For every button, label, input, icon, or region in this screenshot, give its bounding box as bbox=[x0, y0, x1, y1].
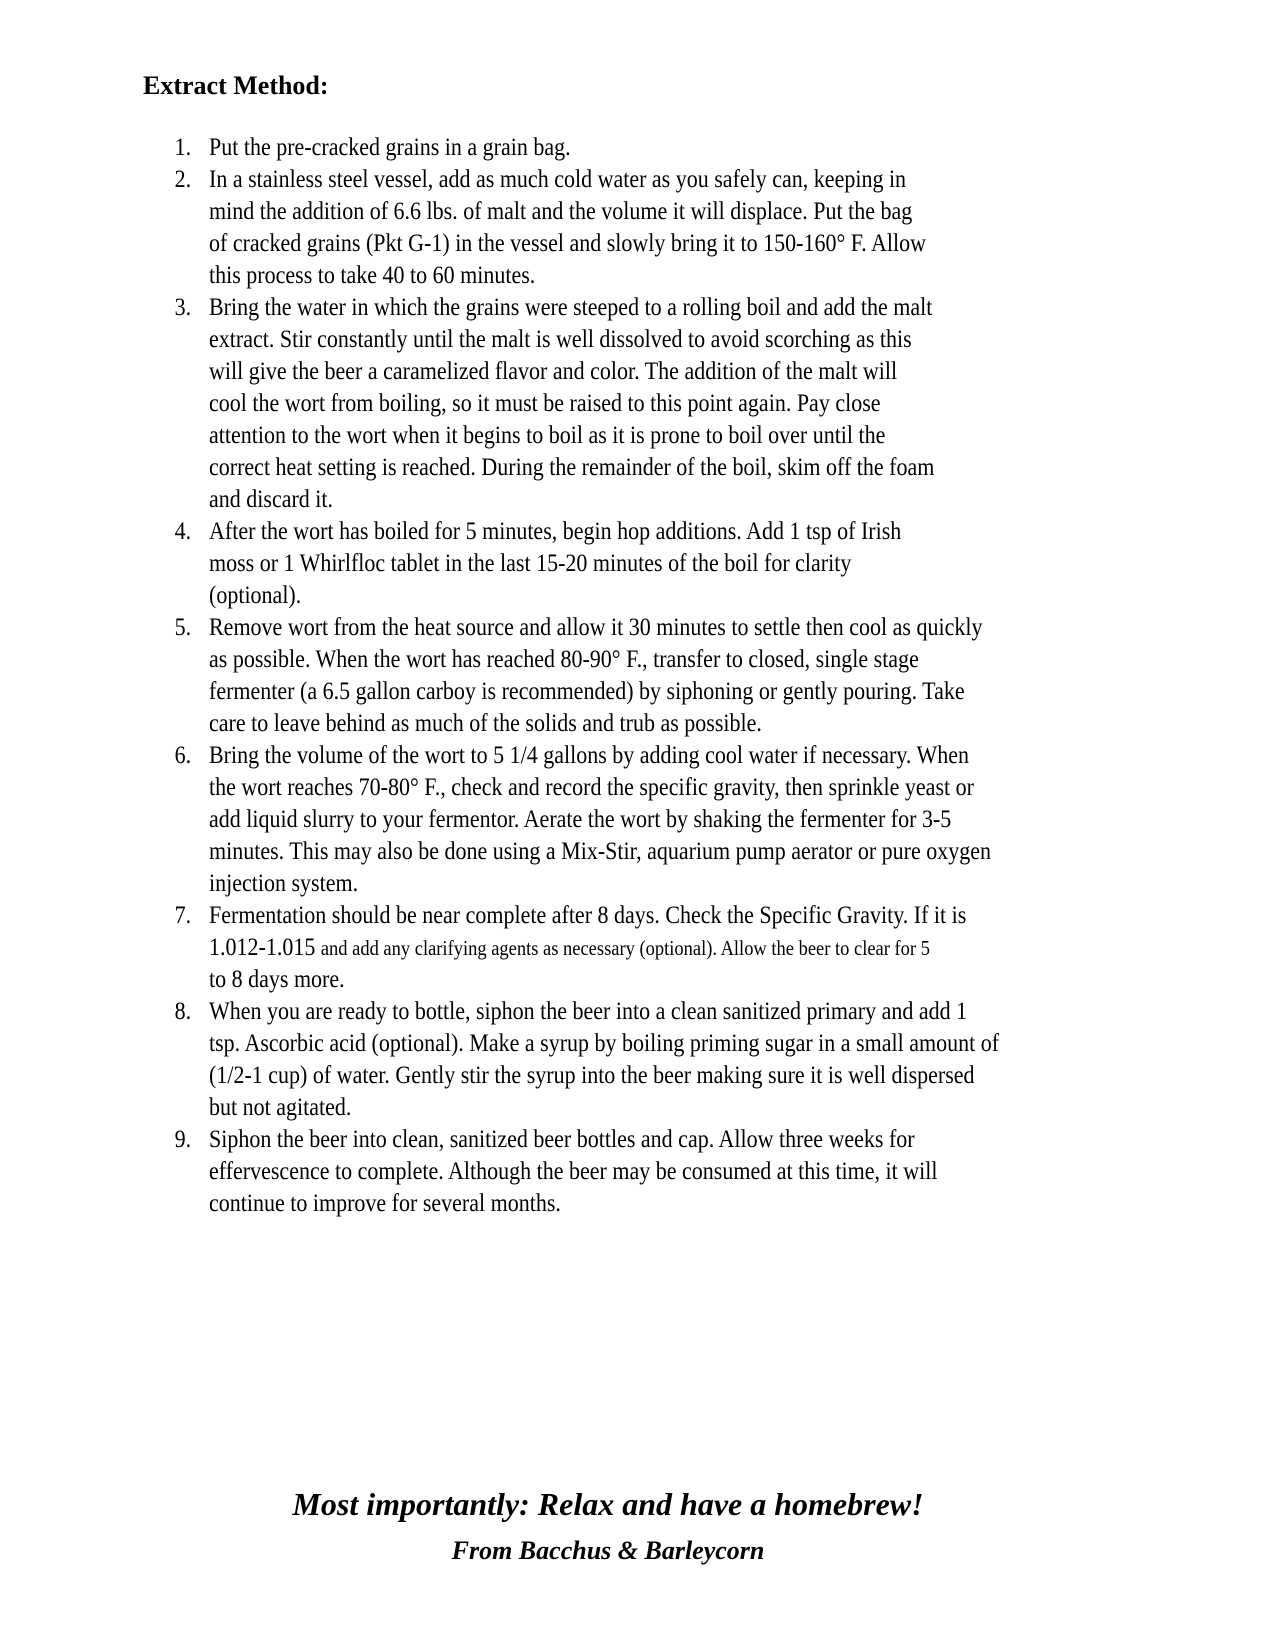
list-item-number: 1. bbox=[174, 134, 192, 161]
footer-attribution: From Bacchus & Barleycorn bbox=[451, 1536, 765, 1565]
list-item-number: 6. bbox=[174, 742, 192, 769]
list-item bbox=[143, 612, 999, 740]
page-title: Extract Method: bbox=[143, 71, 329, 100]
list-item bbox=[143, 1124, 999, 1220]
list-item-number: 8. bbox=[174, 998, 192, 1025]
list-item-text: After the wort has boiled for 5 minutes, begin hop additions. Add 1 tsp of Irish moss or 1 Whirlfloc tablet in the last 15-20 minutes of the boil for clarity (optional). bbox=[209, 518, 902, 609]
list-item bbox=[143, 292, 999, 516]
list-item-number: 5. bbox=[174, 614, 192, 641]
list-item-text: In a stainless steel vessel, add as much cold water as you safely can, keeping in mind the addition of 6.6 lbs. of malt and the volume it will displace. Put the bag of cracked grains (Pkt G-1) in the vessel and slowly bring it to 150-160° F. Allow this process to take 40 to 60 minutes. bbox=[209, 166, 927, 289]
list-item bbox=[143, 996, 999, 1124]
list-item-number: 3. bbox=[174, 294, 192, 321]
list-item-number: 9. bbox=[174, 1126, 192, 1153]
list-item bbox=[143, 164, 999, 292]
list-item-text: When you are ready to bottle, siphon the beer into a clean sanitized primary and add 1 tsp. Ascorbic acid (optional). Make a syrup by boiling priming sugar in a small amount of (1/2-1 cup) of water. Gently stir the syrup into the beer making sure it is well dispersed but not agitated. bbox=[209, 998, 1000, 1121]
list-item-number: 7. bbox=[174, 902, 192, 929]
extract-method-step-list bbox=[143, 132, 999, 1220]
list-item bbox=[143, 900, 999, 996]
list-item-number: 4. bbox=[174, 518, 192, 545]
list-item-text: Put the pre-cracked grains in a grain bag. bbox=[209, 134, 571, 161]
list-item-text: Remove wort from the heat source and allow it 30 minutes to settle then cool as quickly as possible. When the wort has reached 80-90° F., transfer to closed, single stage fermenter (a 6.5 gallon carboy is recommended) by siphoning or gently pouring. Take care to leave behind as much of the solids and trub as possible. bbox=[209, 614, 983, 737]
list-item-number: 2. bbox=[174, 166, 192, 193]
list-item bbox=[143, 132, 999, 164]
footer bbox=[143, 1482, 1073, 1568]
list-item-text: Bring the volume of the wort to 5 1/4 gallons by adding cool water if necessary. When the wort reaches 70-80° F., check and record the specific gravity, then sprinkle yeast or add liquid slurry to your fermentor. Aerate the wort by shaking the fermenter for 3-5 minutes. This may also be done using a Mix-Stir, aquarium pump aerator or pure oxygen injection system. bbox=[209, 742, 992, 897]
list-item-text: Bring the water in which the grains were steeped to a rolling boil and add the malt extract. Stir constantly until the malt is well dissolved to avoid scorching as this will give the beer a caramelized flavor and color. The addition of the malt will cool the wort from boiling, so it must be raised to this point again. Pay close attention to the wort when it begins to boil as it is prone to boil over until the correct heat setting is reached. During the remainder of the boil, skim off the foam and discard it. bbox=[209, 294, 935, 513]
list-item-text: Fermentation should be near complete after 8 days. Check the Specific Gravity. If it is 1.012-1.015 and add any clarifying agents as necessary (optional). Allow the beer to clear for 5 to 8 days more. bbox=[209, 902, 967, 993]
list-item bbox=[143, 516, 999, 612]
footer-tagline: Most importantly: Relax and have a homebrew! bbox=[292, 1486, 924, 1522]
list-item-text: Siphon the beer into clean, sanitized beer bottles and cap. Allow three weeks for effervescence to complete. Although the beer may be consumed at this time, it will continue to improve for several months. bbox=[209, 1126, 938, 1217]
list-item bbox=[143, 740, 999, 900]
